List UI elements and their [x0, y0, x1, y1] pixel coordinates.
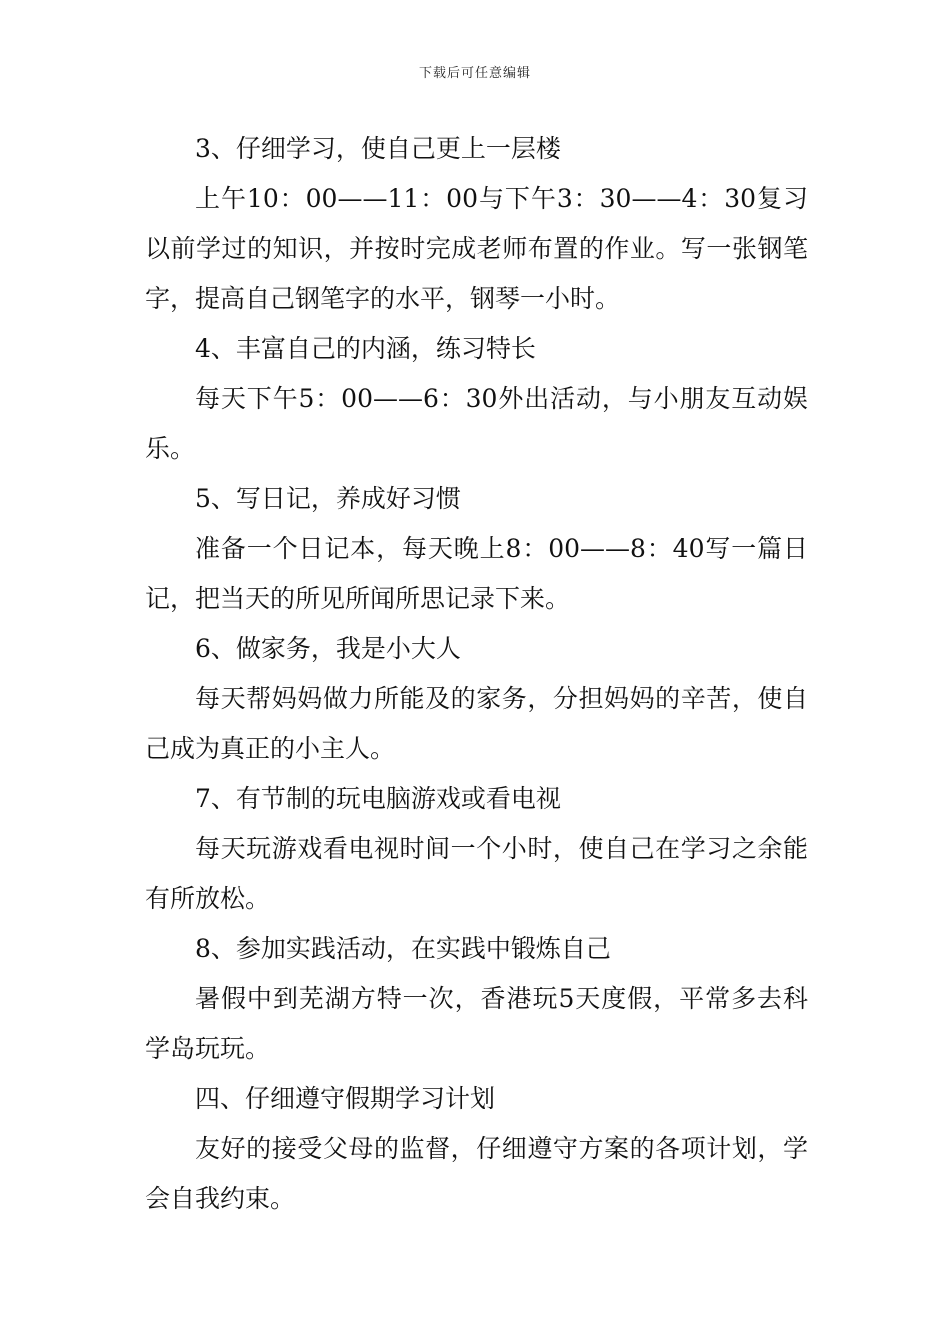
- section-heading-5: 5、写日记，养成好习惯: [195, 484, 461, 513]
- section-heading-8: 8、参加实践活动，在实践中锻炼自己: [195, 934, 611, 963]
- section-heading-6: 6、做家务，我是小大人: [195, 634, 461, 663]
- section-heading-part-4: 四、仔细遵守假期学习计划: [195, 1084, 496, 1113]
- body-paragraph: 暑假中到芜湖方特一次，香港玩5天度假，平常多去科学岛玩玩。: [145, 984, 808, 1063]
- body-paragraph: 上午10：00——11：00与下午3：30——4：30复习以前学过的知识，并按时完成老师布置的作业。写一张钢笔字，提高自己钢笔字的水平，钢琴一小时。: [145, 184, 808, 313]
- page-header: 下载后可任意编辑: [418, 66, 531, 81]
- body-paragraph: 准备一个日记本，每天晚上8：00——8：40写一篇日记，把当天的所见所闻所思记录下来。: [145, 534, 808, 613]
- body-paragraph: 每天帮妈妈做力所能及的家务，分担妈妈的辛苦，使自己成为真正的小主人。: [145, 684, 808, 763]
- document-body: [145, 124, 808, 1224]
- body-paragraph: 每天玩游戏看电视时间一个小时，使自己在学习之余能有所放松。: [145, 834, 808, 913]
- section-heading-4: 4、丰富自己的内涵，练习特长: [195, 334, 536, 363]
- body-paragraph: 每天下午5：00——6：30外出活动，与小朋友互动娱乐。: [145, 384, 808, 463]
- section-heading-3: 3、仔细学习，使自己更上一层楼: [195, 134, 561, 163]
- body-paragraph: 友好的接受父母的监督，仔细遵守方案的各项计划，学会自我约束。: [145, 1134, 808, 1213]
- section-heading-7: 7、有节制的玩电脑游戏或看电视: [195, 784, 561, 813]
